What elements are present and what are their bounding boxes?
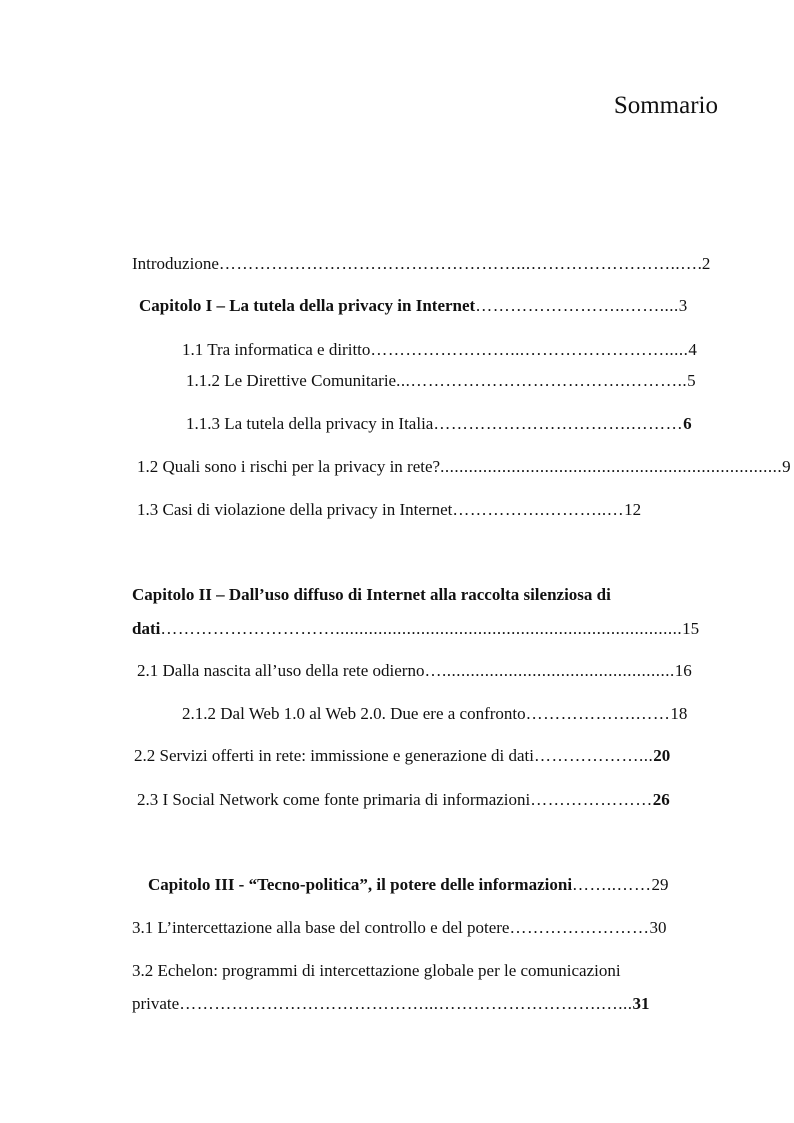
- toc-leader-dots: ……………………………………………...……………………..…: [218, 254, 698, 273]
- toc-leader-dots: ……………………...…………………….....: [370, 340, 689, 359]
- toc-entry-capitolo-1[interactable]: [139, 295, 687, 317]
- toc-leader-dots: ……..……: [572, 875, 652, 894]
- toc-entry-text: 3.1 L’intercettazione alla base del controllo e del potere: [132, 918, 510, 937]
- toc-entry-capitolo-2[interactable]: [132, 584, 611, 606]
- toc-leader-dots: ........................................................................: [440, 457, 783, 476]
- toc-page-number: 6: [683, 414, 692, 433]
- toc-page-number: 26: [652, 790, 670, 809]
- toc-entry-1-1-2[interactable]: [186, 370, 696, 392]
- toc-entry-text: Capitolo I – La tutela della privacy in Internet: [139, 296, 476, 315]
- toc-page-number: 16: [674, 661, 692, 680]
- toc-page-number: 9: [782, 457, 791, 476]
- toc-page-number: 29: [651, 875, 669, 894]
- page-title: Sommario: [613, 92, 718, 119]
- toc-entry-text: private: [132, 994, 180, 1013]
- toc-leader-dots: ………………...: [534, 746, 654, 765]
- toc-entry-capitolo-2-cont[interactable]: [132, 618, 699, 640]
- toc-entry-text: 1.1.3 La tutela della privacy in Italia: [186, 414, 434, 433]
- toc-leader-dots: ……………….……: [525, 704, 671, 723]
- toc-page-number: 4: [688, 340, 697, 359]
- toc-entry-1-3[interactable]: [137, 499, 641, 521]
- toc-page-number: 31: [632, 994, 650, 1013]
- toc-leader-dots: ……………………………………...……………………….…...: [179, 994, 633, 1013]
- toc-page-number: 20: [653, 746, 671, 765]
- toc-entry-text: 1.1.2 Le Direttive Comunitarie: [186, 371, 397, 390]
- toc-entry-2-3[interactable]: [137, 789, 670, 811]
- toc-leader-dots: ………………………….........................................................................: [160, 619, 683, 638]
- toc-entry-text: Capitolo II – Dall’uso diffuso di Internet alla raccolta silenziosa di: [132, 585, 611, 604]
- toc-entry-2-1-2[interactable]: [182, 703, 687, 725]
- toc-entry-text: 2.3 I Social Network come fonte primaria di informazioni: [137, 790, 531, 809]
- toc-leader-dots: …………………………….………: [433, 414, 684, 433]
- toc-entry-2-1[interactable]: [137, 660, 692, 682]
- toc-leader-dots: ……………………: [509, 918, 650, 937]
- toc-entry-3-2-cont[interactable]: [132, 993, 649, 1015]
- toc-leader-dots: …………….………..…: [452, 500, 625, 519]
- toc-page-number: 18: [670, 704, 688, 723]
- toc-entry-3-1[interactable]: [132, 917, 666, 939]
- toc-page-number: 12: [624, 500, 642, 519]
- toc-entry-1-1[interactable]: [182, 339, 697, 361]
- toc-leader-dots: ...……………………………….………..: [396, 371, 688, 390]
- toc-leader-dots: ……………………..……....: [475, 296, 679, 315]
- toc-entry-text: 1.3 Casi di violazione della privacy in Internet: [137, 500, 453, 519]
- toc-entry-1-1-3[interactable]: [186, 413, 692, 435]
- toc-entry-text: 2.2 Servizi offerti in rete: immissione e generazione di dati: [134, 746, 535, 765]
- toc-page-number: 15: [682, 619, 700, 638]
- toc-entry-2-2[interactable]: [134, 745, 670, 767]
- toc-entry-text: 1.2 Quali sono i rischi per la privacy in rete?: [137, 457, 441, 476]
- toc-entry-capitolo-3[interactable]: [148, 874, 669, 896]
- toc-page-number: 30: [649, 918, 667, 937]
- toc-entry-text: 3.2 Echelon: programmi di intercettazione globale per le comunicazioni: [132, 961, 621, 980]
- toc-entry-text: dati: [132, 619, 161, 638]
- toc-page-number: 5: [687, 371, 696, 390]
- toc-entry-text: 1.1 Tra informatica e diritto: [182, 340, 371, 359]
- toc-entry-text: Capitolo III - “Tecno-politica”, il potere delle informazioni: [148, 875, 573, 894]
- toc-leader-dots: ….................................................: [424, 661, 675, 680]
- toc-page-number: 3: [678, 296, 688, 315]
- toc-leader-dots: …………………: [530, 790, 653, 809]
- toc-entry-text: 2.1.2 Dal Web 1.0 al Web 2.0. Due ere a confronto: [182, 704, 526, 723]
- toc-entry-text: 2.1 Dalla nascita all’uso della rete odierno: [137, 661, 425, 680]
- toc-entry-introduzione[interactable]: [132, 253, 710, 275]
- toc-entry-3-2[interactable]: [132, 960, 621, 982]
- toc-page-number: .2: [697, 254, 711, 273]
- toc-entry-1-2[interactable]: [137, 456, 791, 478]
- toc-entry-text: Introduzione: [132, 254, 219, 273]
